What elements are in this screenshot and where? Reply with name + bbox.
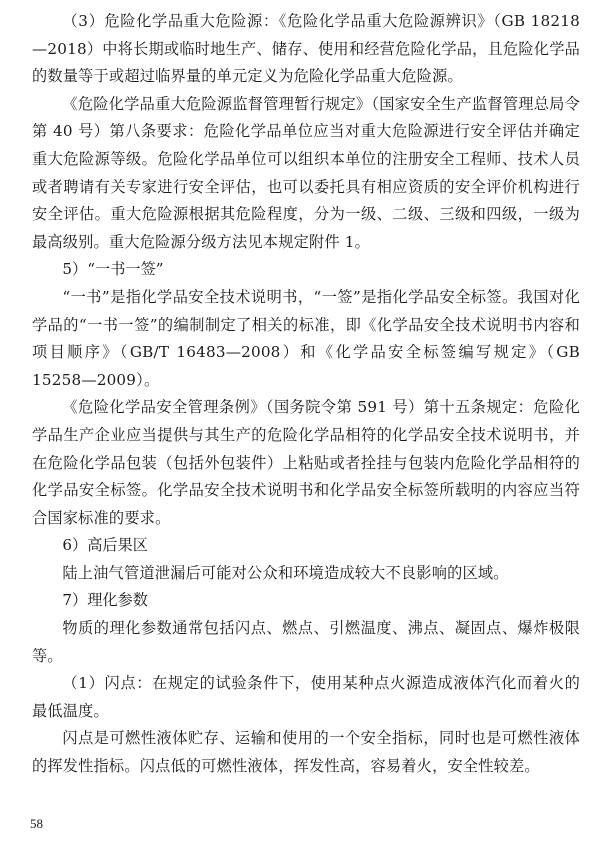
document-body	[32, 8, 580, 781]
paragraph-major-hazard-definition: （3）危险化学品重大危险源：《危险化学品重大危险源辨识》（GB 18218—2018）中将长期或临时地生产、储存、使用和经营危险化学品，且危险化学品的数量等于或超过临界量的单元定义为危险化学品重大危险源。	[32, 12, 580, 86]
heading-physicochemical-parameters: 7）理化参数	[62, 591, 148, 610]
paragraph-major-hazard-regulation: 《危险化学品重大危险源监督管理暂行规定》（国家安全生产监督管理总局令第 40 号）第八条要求：危险化学品单位应当对重大危险源进行安全评估并确定重大危险源等级。危险化学品单位可以组织本单位的注册安全工程师、技术人员或者聘请有关专家进行安全评估，也可以委托具有相应资质的安全评价机构进行安全评估。重大危险源根据其危险程度，分为一级、二级、三级和四级，一级为最高级别。重大危险源分级方法见本规定附件 1。	[32, 94, 580, 251]
paragraph-flash-point-definition: （1）闪点：在规定的试验条件下，使用某种点火源造成液体汽化而着火的最低温度。	[32, 674, 580, 720]
heading-one-book-one-label: 5）“一书一签”	[62, 260, 164, 279]
page-number: 58	[30, 816, 43, 831]
paragraph-hazardous-chemicals-regulation: 《危险化学品安全管理条例》（国务院令第 591 号）第十五条规定：危险化学品生产企业应当提供与其生产的危险化学品相符的化学品安全技术说明书，并在危险化学品包装（包括外包装件）上粘贴或者拴挂与包装内危险化学品相符的化学品安全标签。化学品安全技术说明书和化学品安全标签所载明的内容应当符合国家标准的要求。	[32, 398, 580, 527]
paragraph-one-book-one-label-definition: “一书”是指化学品安全技术说明书，“一签”是指化学品安全标签。我国对化学品的“一书一签”的编制制定了相关的标准，即《化学品安全技术说明书内容和项目顺序》（GB/T 16483—2008）和《化学品安全标签编写规定》（GB 15258—2009）。	[32, 287, 580, 389]
paragraph-flash-point-significance: 闪点是可燃性液体贮存、运输和使用的一个安全指标，同时也是可燃性液体的挥发性指标。闪点低的可燃性液体，挥发性高，容易着火，安全性较差。	[32, 729, 580, 776]
paragraph-physicochemical-parameters: 物质的理化参数通常包括闪点、燃点、引燃温度、沸点、凝固点、爆炸极限等。	[32, 619, 580, 665]
paragraph-high-consequence-area: 陆上油气管道泄漏后可能对公众和环境造成较大不良影响的区域。	[62, 563, 509, 582]
heading-high-consequence-area: 6）高后果区	[62, 536, 148, 555]
